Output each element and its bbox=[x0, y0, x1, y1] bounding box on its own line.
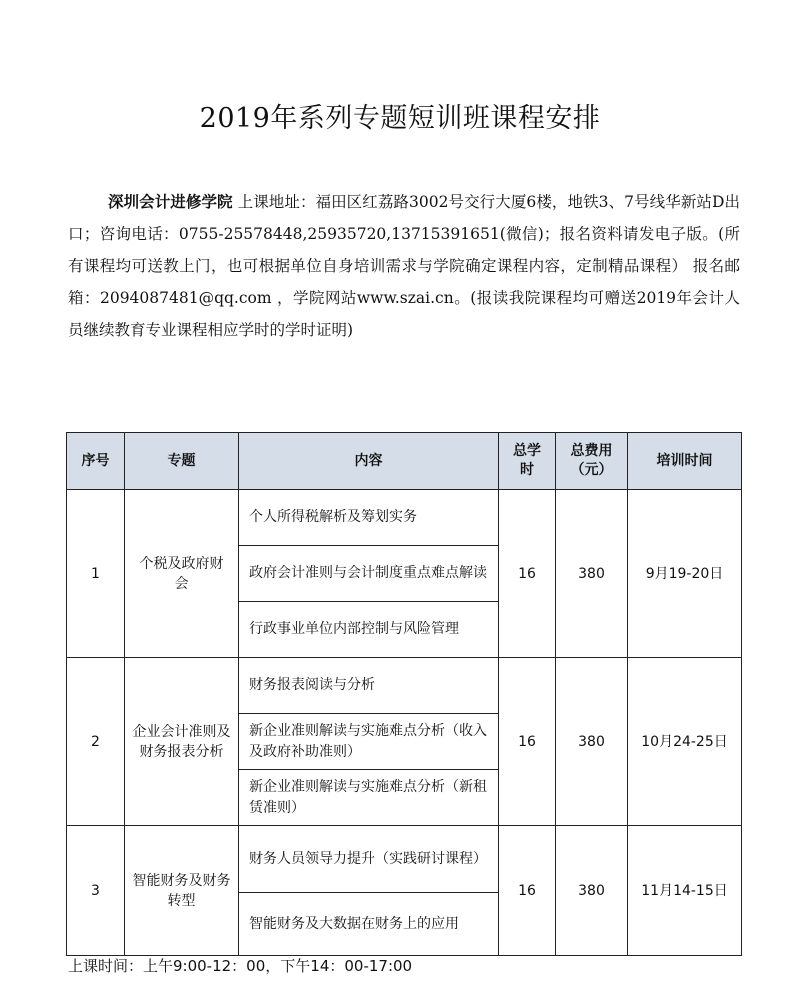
header-content: 内容 bbox=[239, 433, 499, 490]
table-row bbox=[67, 658, 742, 714]
cell-no: 1 bbox=[67, 490, 125, 658]
class-time-note: 上课时间：上午9:00-12：00，下午14：00-17:00 bbox=[68, 957, 413, 975]
cell-topic bbox=[125, 658, 239, 826]
cell-topic bbox=[125, 490, 239, 658]
cell-no: 2 bbox=[67, 658, 125, 826]
cell-content: 政府会计准则与会计制度重点难点解读 bbox=[239, 546, 499, 602]
header-time: 培训时间 bbox=[628, 433, 742, 490]
cell-time: 9月19-20日 bbox=[628, 490, 742, 658]
topic-label: 企业会计准则及财务报表分析 bbox=[132, 723, 231, 760]
cell-hours: 16 bbox=[499, 490, 556, 658]
header-fee-label: 总费用（元） bbox=[570, 443, 613, 478]
cell-fee: 380 bbox=[556, 826, 628, 956]
intro-text: 上课地址：福田区红荔路3002号交行大厦6楼，地铁3、7号线华新站D出口；咨询电话：0755-25578448,25935720,13715391651(微信)；报名资料请发电子版。(所有课程均可送教上门，也可根据单位自身培训需求与学院确定课程内容，定制精品课程） 报名邮箱：2094087481@qq.com ，学院网站www.szai.cn。(报读我院课程均可赠送2019年会计人员继续教育专业课程相应学时的学时证明) bbox=[68, 193, 740, 339]
cell-hours: 16 bbox=[499, 826, 556, 956]
course-schedule-table bbox=[66, 432, 742, 956]
header-topic: 专题 bbox=[125, 433, 239, 490]
intro-paragraph bbox=[68, 186, 740, 346]
cell-content: 新企业准则解读与实施难点分析（新租赁准则） bbox=[239, 770, 499, 826]
cell-fee: 380 bbox=[556, 490, 628, 658]
cell-time: 10月24-25日 bbox=[628, 658, 742, 826]
cell-content: 财务报表阅读与分析 bbox=[239, 658, 499, 714]
cell-content: 智能财务及大数据在财务上的应用 bbox=[239, 893, 499, 956]
header-no: 序号 bbox=[67, 433, 125, 490]
cell-fee: 380 bbox=[556, 658, 628, 826]
institution-name: 深圳会计进修学院 bbox=[108, 192, 233, 211]
cell-hours: 16 bbox=[499, 658, 556, 826]
header-hours bbox=[499, 433, 556, 490]
cell-content: 新企业准则解读与实施难点分析（收入及政府补助准则） bbox=[239, 714, 499, 770]
cell-no: 3 bbox=[67, 826, 125, 956]
topic-label: 个税及政府财会 bbox=[139, 555, 224, 592]
topic-label: 智能财务及财务转型 bbox=[132, 872, 231, 909]
header-hours-label: 总学时 bbox=[513, 443, 541, 478]
cell-content: 行政事业单位内部控制与风险管理 bbox=[239, 602, 499, 658]
cell-time: 11月14-15日 bbox=[628, 826, 742, 956]
cell-content: 财务人员领导力提升（实践研讨课程） bbox=[239, 826, 499, 893]
page-title: 2019年系列专题短训班课程安排 bbox=[199, 103, 601, 134]
table-header-row bbox=[67, 433, 742, 490]
cell-topic bbox=[125, 826, 239, 956]
table-row bbox=[67, 490, 742, 546]
header-fee bbox=[556, 433, 628, 490]
cell-content: 个人所得税解析及筹划实务 bbox=[239, 490, 499, 546]
table-row bbox=[67, 826, 742, 893]
